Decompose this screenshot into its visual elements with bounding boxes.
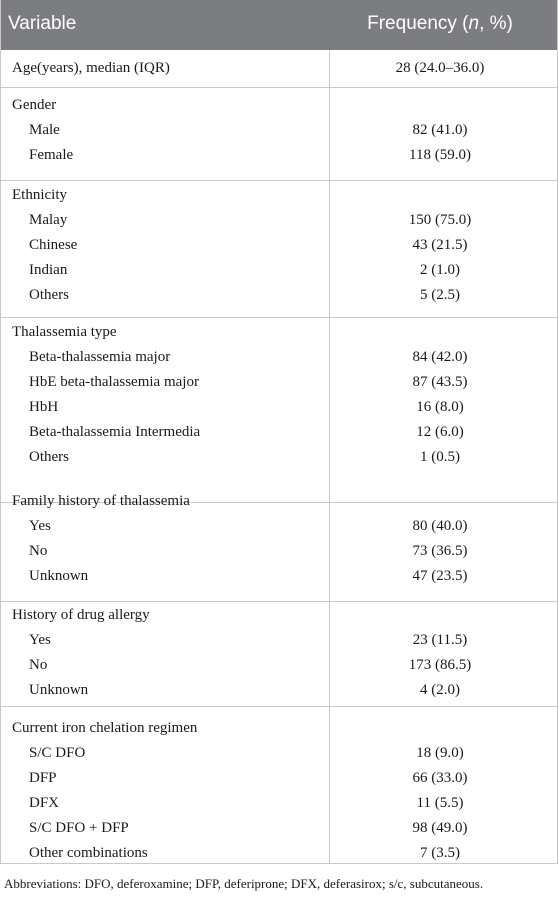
row-label: Beta-thalassemia major (29, 349, 171, 365)
section-heading-row (0, 184, 558, 209)
row-value: 80 (40.0) (412, 518, 468, 534)
section-heading: History of drug allergy (12, 607, 150, 623)
section-heading-row (0, 94, 558, 119)
row-label: DFX (29, 795, 60, 811)
row-value: 73 (36.5) (412, 543, 468, 559)
row-label: S/C DFO + DFP (29, 820, 129, 836)
row-value: 28 (24.0–36.0) (395, 60, 485, 76)
row-value: 43 (21.5) (412, 237, 468, 253)
row-label: Beta-thalassemia Intermedia (29, 424, 201, 440)
section-heading-row (0, 490, 558, 515)
row-label: Other combinations (29, 845, 148, 861)
row-value: 18 (9.0) (416, 745, 464, 761)
section-heading-row (0, 717, 558, 742)
table-row (0, 144, 558, 169)
table-row (0, 679, 558, 704)
table-row (0, 371, 558, 396)
table-row (0, 515, 558, 540)
row-value: 16 (8.0) (416, 399, 464, 415)
row-label: Others (29, 449, 69, 465)
table-row (0, 346, 558, 371)
row-value: 2 (1.0) (420, 262, 460, 278)
row-label: Yes (29, 518, 51, 534)
row-label: Chinese (29, 237, 78, 253)
section-divider (0, 317, 558, 318)
row-label: HbH (29, 399, 59, 415)
row-value: 87 (43.5) (412, 374, 468, 390)
row-label: Yes (29, 632, 51, 648)
row-value: 5 (2.5) (420, 287, 460, 303)
header-frequency: Frequency (n, %) (367, 13, 513, 34)
table-row (0, 119, 558, 144)
section-heading-row (0, 321, 558, 346)
row-value: 4 (2.0) (420, 682, 460, 698)
section-heading: Ethnicity (12, 187, 67, 203)
row-value: 150 (75.0) (408, 212, 472, 228)
row-label: No (29, 657, 48, 673)
abbreviations-footnote: Abbreviations: DFO, deferoxamine; DFP, deferiprone; DFX, deferasirox; s/c, subcutaneous. (4, 876, 484, 891)
table-row (0, 209, 558, 234)
row-value: 118 (59.0) (409, 147, 471, 163)
row-label: Age(years), median (IQR) (12, 60, 170, 76)
row-value: 11 (5.5) (416, 795, 464, 811)
row-label: Indian (29, 262, 68, 278)
table-header (0, 0, 558, 50)
row-label: Male (29, 122, 60, 138)
table-row (0, 792, 558, 817)
section-divider (0, 180, 558, 181)
table-row (0, 767, 558, 792)
section-divider (0, 706, 558, 707)
row-value: 1 (0.5) (420, 449, 460, 465)
section-heading: Thalassemia type (12, 324, 117, 340)
row-value: 84 (42.0) (412, 349, 468, 365)
table-row (0, 654, 558, 679)
table-row (0, 234, 558, 259)
table-row (0, 817, 558, 842)
row-label: Others (29, 287, 69, 303)
table-row (0, 421, 558, 446)
row-value: 23 (11.5) (412, 632, 468, 648)
table-row (0, 742, 558, 767)
table-row (0, 842, 558, 867)
section-divider (0, 601, 558, 602)
table-row (0, 629, 558, 654)
row-label: Unknown (29, 682, 89, 698)
table-row (0, 565, 558, 590)
section-divider (0, 87, 558, 88)
row-label: Malay (29, 212, 68, 228)
table-row (0, 284, 558, 309)
row-value: 7 (3.5) (420, 845, 460, 861)
section-heading: Current iron chelation regimen (12, 720, 198, 736)
row-label: Unknown (29, 568, 89, 584)
row-label: No (29, 543, 48, 559)
row-label: HbE beta-thalassemia major (29, 374, 199, 390)
row-value: 47 (23.5) (412, 568, 468, 584)
row-value: 66 (33.0) (412, 770, 468, 786)
section-heading: Gender (12, 97, 57, 113)
header-variable: Variable (8, 13, 77, 34)
section-heading-row (0, 604, 558, 629)
table-row (0, 446, 558, 471)
table-row (0, 540, 558, 565)
table-row (0, 259, 558, 284)
row-value: 12 (6.0) (416, 424, 464, 440)
table-row (0, 57, 558, 82)
row-value: 173 (86.5) (408, 657, 472, 673)
row-label: Female (29, 147, 74, 163)
row-value: 98 (49.0) (412, 820, 468, 836)
section-heading: Family history of thalassemia (12, 493, 190, 509)
row-label: S/C DFO (29, 745, 86, 761)
row-label: DFP (29, 770, 57, 786)
table-row (0, 396, 558, 421)
row-value: 82 (41.0) (412, 122, 468, 138)
